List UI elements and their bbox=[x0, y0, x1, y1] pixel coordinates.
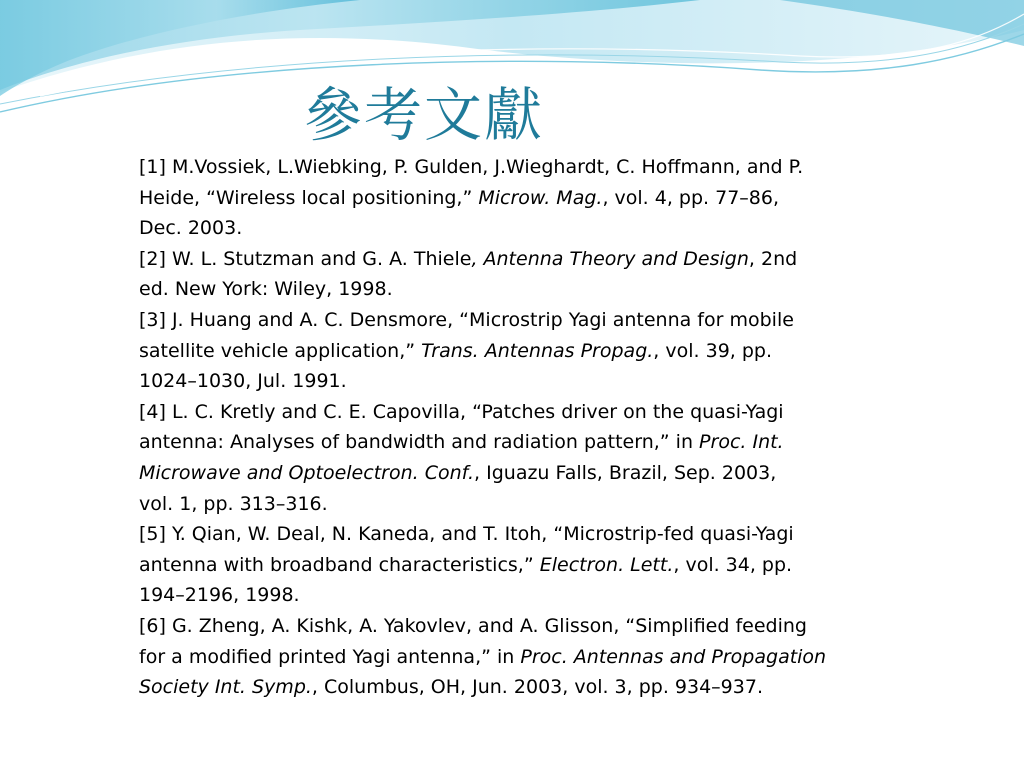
reference-journal-italic: Proc. Antennas and Propagation bbox=[520, 645, 827, 668]
reference-item-3 bbox=[139, 305, 909, 397]
reference-line bbox=[139, 489, 909, 520]
reference-journal-italic: Trans. Antennas Propag. bbox=[421, 339, 654, 362]
reference-text: [4] L. C. Kretly and C. E. Capovilla, “Patches driver on the quasi-Yagi bbox=[139, 400, 784, 423]
reference-line bbox=[139, 366, 909, 397]
reference-journal-italic: , Antenna Theory and Design bbox=[471, 247, 749, 270]
reference-journal-italic: Microwave and Optoelectron. Conf. bbox=[139, 461, 475, 484]
reference-journal-italic: Microw. Mag. bbox=[478, 186, 603, 209]
reference-text: , 2nd bbox=[748, 247, 798, 270]
reference-text: , Columbus, OH, Jun. 2003, vol. 3, pp. 934–937. bbox=[311, 676, 763, 699]
reference-line bbox=[139, 244, 909, 275]
reference-line bbox=[139, 550, 909, 581]
reference-text: satellite vehicle application,” bbox=[139, 339, 422, 362]
reference-journal-italic: Society Int. Symp. bbox=[139, 676, 312, 699]
reference-text: [1] M.Vossiek, L.Wiebking, P. Gulden, J.Wieghardt, C. Hoffmann, and P. bbox=[139, 156, 804, 178]
reference-item-2 bbox=[139, 244, 909, 305]
reference-text: 1024–1030, Jul. 1991. bbox=[139, 370, 347, 393]
slide-title: 參考文獻 bbox=[304, 81, 545, 149]
reference-journal-italic: Proc. Int. bbox=[699, 431, 784, 454]
reference-line bbox=[139, 611, 909, 642]
reference-text: [3] J. Huang and A. C. Densmore, “Microstrip Yagi antenna for mobile bbox=[139, 308, 794, 331]
reference-text: Heide, “Wireless local positioning,” bbox=[139, 186, 479, 209]
reference-text: [2] W. L. Stutzman and G. A. Thiele bbox=[139, 247, 472, 270]
reference-text: , vol. 4, pp. 77–86, bbox=[602, 186, 780, 209]
reference-text: Dec. 2003. bbox=[139, 217, 243, 240]
reference-line bbox=[139, 580, 909, 611]
reference-text: ed. New York: Wiley, 1998. bbox=[139, 278, 393, 301]
reference-line bbox=[139, 183, 909, 214]
reference-line bbox=[139, 336, 909, 367]
reference-text: 194–2196, 1998. bbox=[139, 584, 300, 607]
reference-text: antenna with broadband characteristics,” bbox=[139, 553, 540, 576]
reference-line bbox=[139, 397, 909, 428]
reference-line bbox=[139, 427, 909, 458]
reference-journal-italic: Electron. Lett. bbox=[539, 553, 674, 576]
reference-text: , Iguazu Falls, Brazil, Sep. 2003, bbox=[474, 461, 777, 484]
reference-line bbox=[139, 519, 909, 550]
reference-text: , vol. 34, pp. bbox=[673, 553, 793, 576]
reference-list bbox=[139, 152, 909, 703]
reference-line bbox=[139, 642, 909, 673]
reference-line bbox=[139, 672, 909, 703]
reference-item-4 bbox=[139, 397, 909, 519]
reference-text: vol. 1, pp. 313–316. bbox=[139, 492, 328, 515]
reference-item-6 bbox=[139, 611, 909, 703]
reference-item-1 bbox=[139, 152, 909, 244]
reference-item-5 bbox=[139, 519, 909, 611]
reference-line bbox=[139, 213, 909, 244]
reference-text: antenna: Analyses of bandwidth and radiation pattern,” in bbox=[139, 431, 700, 454]
reference-line bbox=[139, 458, 909, 489]
reference-line bbox=[139, 305, 909, 336]
reference-text: [5] Y. Qian, W. Deal, N. Kaneda, and T. Itoh, “Microstrip-fed quasi-Yagi bbox=[139, 523, 794, 546]
reference-line bbox=[139, 274, 909, 305]
reference-text: , vol. 39, pp. bbox=[653, 339, 773, 362]
reference-line bbox=[139, 152, 909, 183]
reference-text: for a modified printed Yagi antenna,” in bbox=[139, 645, 521, 668]
reference-text: [6] G. Zheng, A. Kishk, A. Yakovlev, and A. Glisson, “Simplified feeding bbox=[139, 614, 807, 637]
